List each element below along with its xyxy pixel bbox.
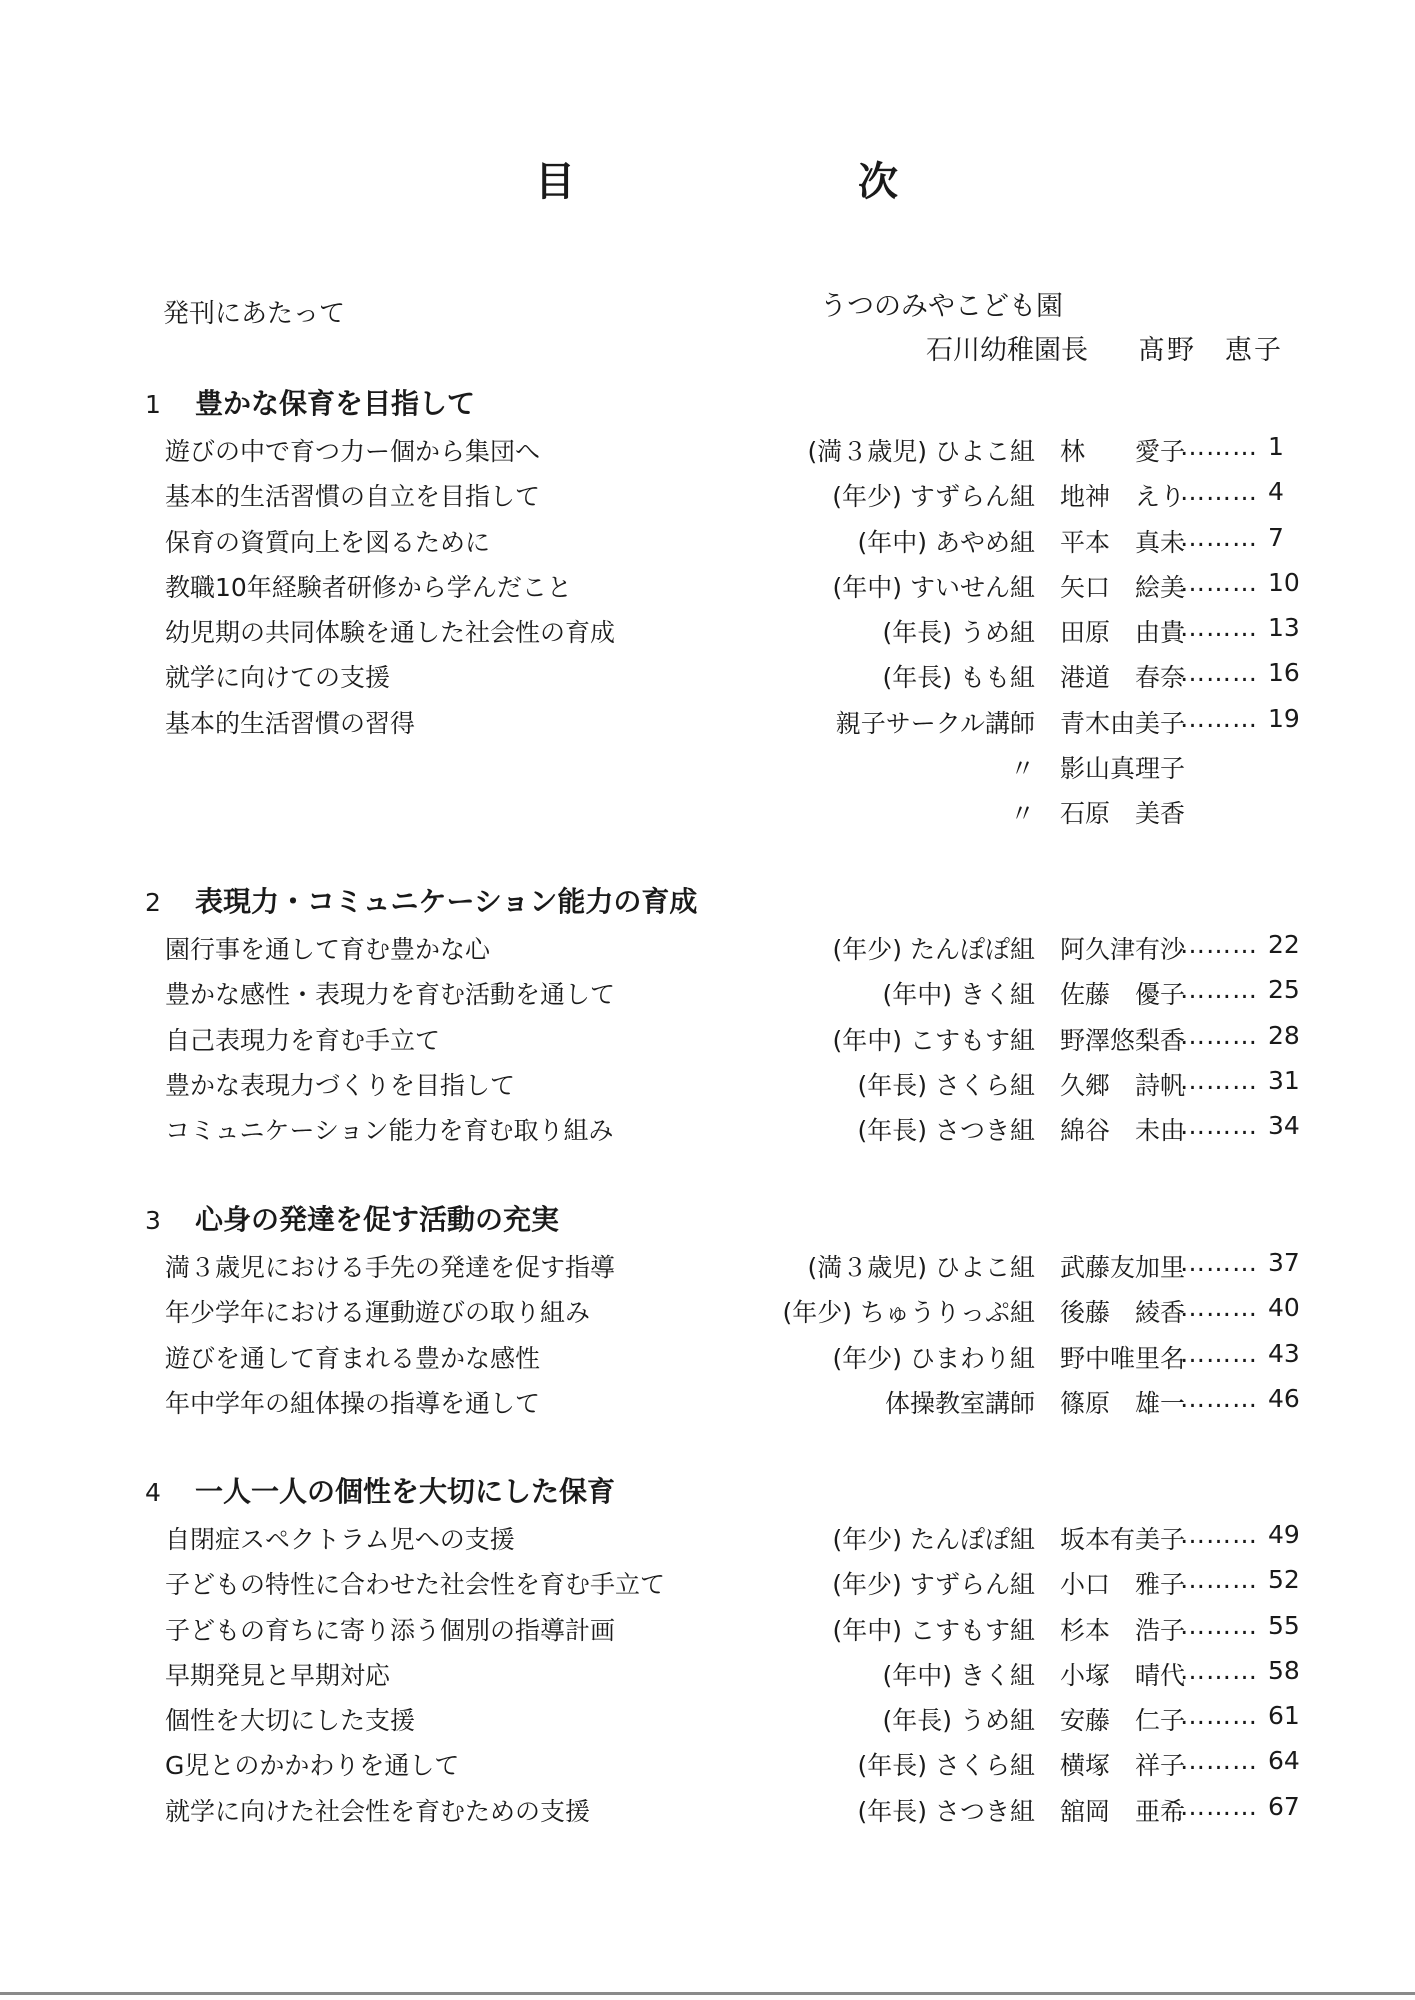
- entry-title: 年中学年の組体操の指導を通して: [165, 1388, 541, 1418]
- entry-leader-dots: ………: [1180, 1655, 1258, 1685]
- entry-page-number: 58: [1268, 1655, 1300, 1685]
- section-number: 2: [145, 888, 161, 917]
- entry-leader-dots: ………: [1180, 1701, 1258, 1731]
- entry-page-number: 13: [1268, 613, 1300, 643]
- entry-author: 綿谷 未由: [1060, 1116, 1186, 1146]
- toc-entry[interactable]: [0, 1287, 1415, 1332]
- entry-group: (年長) さつき組: [857, 1796, 1035, 1826]
- entry-leader-dots: ………: [1180, 1020, 1258, 1050]
- section-number: 3: [145, 1206, 161, 1235]
- entry-group: (年中) きく組: [882, 1660, 1035, 1690]
- entry-title: 満３歳児における手先の発達を促す指導: [165, 1253, 616, 1282]
- entry-group: (満３歳児) ひよこ組: [807, 1253, 1035, 1282]
- section-heading: [145, 1198, 559, 1238]
- toc-entry[interactable]: [0, 743, 1415, 788]
- entry-leader-dots: ………: [1180, 1293, 1258, 1323]
- entry-page-number: 25: [1268, 975, 1300, 1005]
- entry-leader-dots: ………: [1180, 975, 1258, 1005]
- entry-author: 矢口 絵美: [1060, 572, 1186, 602]
- section-heading-text: 豊かな保育を目指して: [195, 387, 476, 420]
- entry-leader-dots: ………: [1180, 1610, 1258, 1640]
- toc-entry[interactable]: [0, 969, 1415, 1014]
- entry-title: 幼児期の共同体験を通した社会性の育成: [165, 618, 616, 648]
- entry-leader-dots: ………: [1180, 1065, 1258, 1095]
- entry-page-number: 61: [1268, 1701, 1300, 1731]
- entry-page-number: 49: [1268, 1520, 1300, 1549]
- entry-title: 自己表現力を育む手立て: [165, 1025, 441, 1055]
- entry-page-number: 28: [1268, 1020, 1300, 1050]
- entry-page-number: 1: [1268, 432, 1284, 461]
- entry-leader-dots: ………: [1180, 522, 1258, 552]
- entry-leader-dots: ………: [1180, 1520, 1258, 1549]
- entry-author: 石原 美香: [1060, 799, 1186, 829]
- entry-author: 武藤友加里: [1060, 1253, 1186, 1282]
- entry-leader-dots: ………: [1180, 1111, 1258, 1141]
- entry-author: 影山真理子: [1060, 754, 1186, 784]
- entry-group: (年少) すずらん組: [832, 482, 1035, 512]
- toc-entry[interactable]: [0, 426, 1415, 471]
- toc-entry[interactable]: [0, 1740, 1415, 1785]
- toc-entry[interactable]: [0, 1378, 1415, 1423]
- entry-group: 〃: [1009, 754, 1035, 784]
- toc-entry[interactable]: [0, 788, 1415, 833]
- entry-author: 小塚 晴代: [1060, 1660, 1186, 1690]
- entry-group: (年中) あやめ組: [857, 527, 1035, 557]
- entry-author: 地神 えり: [1060, 482, 1186, 512]
- entry-author: 小口 雅子: [1060, 1570, 1186, 1600]
- entry-author: 久郷 詩帆: [1060, 1070, 1186, 1100]
- entry-group: 体操教室講師: [884, 1388, 1035, 1418]
- entry-list: [0, 924, 1415, 1150]
- entry-group: (年長) うめ組: [882, 1706, 1035, 1736]
- entry-group: (年長) もも組: [882, 663, 1035, 693]
- entry-group: (年長) さくら組: [857, 1751, 1035, 1781]
- entry-author: 安藤 仁子: [1060, 1706, 1186, 1736]
- entry-title: 個性を大切にした支援: [165, 1706, 416, 1736]
- entry-list: [0, 426, 1415, 834]
- title-char-2: 次: [858, 159, 898, 205]
- toc-entry[interactable]: [0, 1060, 1415, 1105]
- entry-author: 坂本有美子: [1060, 1525, 1186, 1554]
- entry-title: 早期発見と早期対応: [165, 1660, 391, 1690]
- entry-title: 保育の資質向上を図るために: [165, 527, 491, 557]
- entry-leader-dots: ………: [1180, 930, 1258, 959]
- toc-entry[interactable]: [0, 924, 1415, 969]
- entry-leader-dots: ………: [1180, 1338, 1258, 1368]
- entry-page-number: 40: [1268, 1293, 1300, 1323]
- section-heading-text: 心身の発達を促す活動の充実: [195, 1203, 560, 1236]
- entry-group: (年少) すずらん組: [832, 1570, 1035, 1600]
- toc-entry[interactable]: [0, 652, 1415, 697]
- entry-title: 教職10年経験者研修から学んだこと: [165, 572, 572, 602]
- entry-author: 野中唯里名: [1060, 1343, 1186, 1373]
- toc-entry[interactable]: [0, 1242, 1415, 1287]
- section-number: 1: [145, 390, 161, 419]
- section-heading: [145, 382, 475, 422]
- entry-page-number: 34: [1268, 1111, 1300, 1141]
- entry-list: [0, 1514, 1415, 1831]
- entry-group: (年中) きく組: [882, 980, 1035, 1010]
- entry-group: (年少) たんぽぽ組: [832, 1525, 1035, 1554]
- toc-entry[interactable]: [0, 698, 1415, 743]
- entry-group: 親子サークル講師: [835, 708, 1035, 738]
- entry-group: (年少) ひまわり組: [832, 1343, 1035, 1373]
- section-heading-text: 表現力・コミュニケーション能力の育成: [195, 885, 698, 918]
- toc-entry[interactable]: [0, 1514, 1415, 1559]
- entry-title: 就学に向けた社会性を育むための支援: [165, 1796, 591, 1826]
- entry-page-number: 64: [1268, 1746, 1300, 1776]
- intro-name: 髙野 恵子: [1138, 335, 1283, 366]
- page-title: [0, 150, 1415, 210]
- entry-title: 遊びを通して育まれる豊かな感性: [165, 1343, 541, 1373]
- section-number: 4: [145, 1478, 161, 1507]
- toc-entry[interactable]: [0, 1650, 1415, 1695]
- entry-title: コミュニケーション能力を育む取り組み: [165, 1116, 614, 1146]
- entry-group: (年長) うめ組: [882, 618, 1035, 648]
- entry-author: 平本 真未: [1060, 527, 1186, 557]
- entry-page-number: 4: [1268, 477, 1284, 507]
- entry-page-number: 43: [1268, 1338, 1300, 1368]
- title-char-1: 目: [535, 159, 575, 205]
- entry-leader-dots: ………: [1180, 567, 1258, 597]
- entry-leader-dots: ………: [1180, 1383, 1258, 1413]
- entry-title: 園行事を通して育む豊かな心: [165, 935, 491, 964]
- entry-author: 杉本 浩子: [1060, 1615, 1186, 1645]
- toc-entry[interactable]: [0, 562, 1415, 607]
- entry-page-number: 10: [1268, 567, 1300, 597]
- toc-entry[interactable]: [0, 1105, 1415, 1150]
- entry-list: [0, 1242, 1415, 1423]
- toc-entry[interactable]: [0, 517, 1415, 562]
- entry-group: (年中) こすもす組: [832, 1615, 1035, 1645]
- entry-author: 田原 由貴: [1060, 618, 1186, 648]
- toc-entry[interactable]: [0, 607, 1415, 652]
- toc-entry[interactable]: [0, 1786, 1415, 1831]
- entry-leader-dots: ………: [1180, 432, 1258, 461]
- entry-author: 林 愛子: [1060, 437, 1186, 466]
- intro-org: うつのみやこども園: [820, 291, 1063, 322]
- entry-leader-dots: ………: [1180, 658, 1258, 688]
- entry-page-number: 7: [1268, 522, 1284, 552]
- section-heading-text: 一人一人の個性を大切にした保育: [195, 1475, 616, 1508]
- toc-entry[interactable]: [0, 1333, 1415, 1378]
- entry-title: G児とのかかわりを通して: [165, 1751, 460, 1781]
- entry-page-number: 22: [1268, 930, 1300, 959]
- entry-author: 阿久津有沙: [1060, 935, 1186, 964]
- entry-title: 自閉症スペクトラム児への支援: [165, 1525, 515, 1554]
- entry-page-number: 55: [1268, 1610, 1300, 1640]
- entry-author: 舘岡 亜希: [1060, 1796, 1186, 1826]
- entry-leader-dots: ………: [1180, 477, 1258, 507]
- entry-author: 後藤 綾香: [1060, 1298, 1186, 1328]
- entry-title: 豊かな表現力づくりを目指して: [165, 1070, 516, 1100]
- intro-role: 石川幼稚園長: [926, 335, 1088, 366]
- entry-leader-dots: ………: [1180, 613, 1258, 643]
- entry-author: 佐藤 優子: [1060, 980, 1186, 1010]
- entry-page-number: 31: [1268, 1065, 1300, 1095]
- entry-page-number: 46: [1268, 1383, 1300, 1413]
- toc-entry[interactable]: [0, 1605, 1415, 1650]
- bottom-rule: [0, 1992, 1415, 1995]
- toc-entry[interactable]: [0, 471, 1415, 516]
- entry-title: 子どもの育ちに寄り添う個別の指導計画: [165, 1615, 616, 1645]
- entry-group: 〃: [1009, 799, 1035, 829]
- entry-group: (満３歳児) ひよこ組: [807, 437, 1035, 466]
- section-heading: [145, 880, 697, 920]
- entry-leader-dots: ………: [1180, 1248, 1258, 1277]
- entry-group: (年長) さつき組: [857, 1116, 1035, 1146]
- entry-page-number: 37: [1268, 1248, 1300, 1277]
- entry-title: 子どもの特性に合わせた社会性を育む手立て: [165, 1570, 666, 1600]
- entry-author: 横塚 祥子: [1060, 1751, 1186, 1781]
- entry-leader-dots: ………: [1180, 1746, 1258, 1776]
- entry-page-number: 67: [1268, 1791, 1300, 1821]
- entry-leader-dots: ………: [1180, 1565, 1258, 1595]
- entry-page-number: 16: [1268, 658, 1300, 688]
- toc-entry[interactable]: [0, 1559, 1415, 1604]
- entry-group: (年中) こすもす組: [832, 1025, 1035, 1055]
- entry-title: 基本的生活習慣の自立を目指して: [165, 482, 541, 512]
- entry-page-number: 19: [1268, 703, 1300, 733]
- entry-page-number: 52: [1268, 1565, 1300, 1595]
- entry-leader-dots: ………: [1180, 1791, 1258, 1821]
- entry-title: 遊びの中で育つ力ー個から集団へ: [165, 437, 541, 466]
- entry-group: (年少) ちゅうりっぷ組: [782, 1298, 1035, 1328]
- entry-group: (年中) すいせん組: [832, 572, 1035, 602]
- entry-title: 就学に向けての支援: [165, 663, 391, 693]
- entry-author: 野澤悠梨香: [1060, 1025, 1186, 1055]
- toc-entry[interactable]: [0, 1015, 1415, 1060]
- entry-group: (年長) さくら組: [857, 1070, 1035, 1100]
- entry-title: 基本的生活習慣の習得: [165, 708, 416, 738]
- entry-author: 篠原 雄一: [1060, 1388, 1186, 1418]
- entry-author: 青木由美子: [1060, 708, 1186, 738]
- entry-title: 豊かな感性・表現力を育む活動を通して: [165, 980, 616, 1010]
- section-heading: [145, 1470, 615, 1510]
- entry-group: (年少) たんぽぽ組: [832, 935, 1035, 964]
- entry-leader-dots: ………: [1180, 703, 1258, 733]
- entry-author: 港道 春奈: [1060, 663, 1186, 693]
- entry-title: 年少学年における運動遊びの取り組み: [165, 1298, 591, 1328]
- intro-label: 発刊にあたって: [163, 299, 346, 329]
- toc-entry[interactable]: [0, 1695, 1415, 1740]
